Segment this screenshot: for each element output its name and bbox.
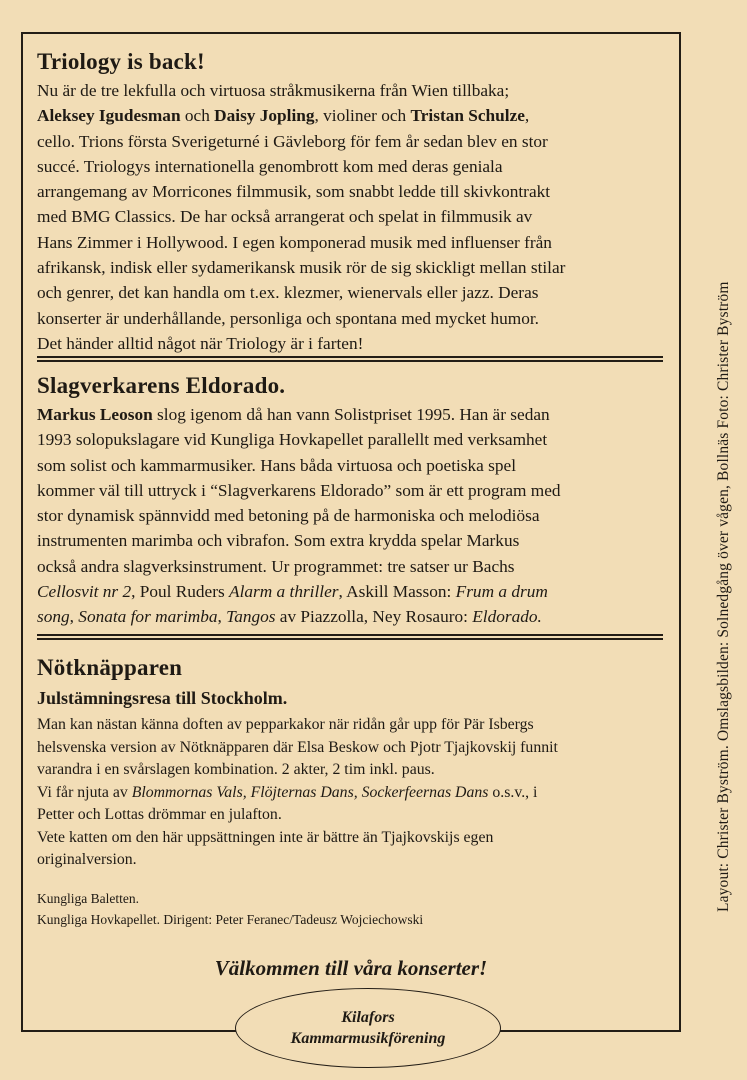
text-line: Vi får njuta av Blommornas Vals, Flöjternas Dans, Sockerfeernas Dans o.s.v., i — [37, 783, 538, 801]
section-body — [37, 402, 661, 630]
section-slagverk — [37, 372, 661, 630]
organizer-line: Kilafors — [341, 1009, 395, 1026]
text-line: Det händer alltid något när Triology är i farten! — [37, 333, 364, 353]
text-line: kommer väl till uttryck i “Slagverkarens Eldorado” som är ett program med — [37, 480, 561, 500]
page-frame — [21, 32, 681, 1047]
text-line: Aleksey Igudesman och Daisy Jopling, violiner och Tristan Schulze, — [37, 106, 530, 126]
text-line: instrumenten marimba och vibrafon. Som extra krydda spelar Markus — [37, 531, 520, 551]
text-line: Vete katten om den här uppsättningen inte är bättre än Tjajkovskijs egen — [37, 828, 494, 846]
text-line: som solist och kammarmusiker. Hans båda virtuosa och poetiska spel — [37, 455, 516, 475]
text-line: Nu är de tre lekfulla och virtuosa stråkmusikerna från Wien tillbaka; — [37, 81, 510, 100]
section-notknapparen — [37, 654, 661, 930]
section-divider — [37, 634, 663, 640]
performer-credits — [37, 888, 661, 930]
section-subheading: Julstämningsresa till Stockholm. — [37, 688, 288, 708]
text-line: Man kan nästan känna doften av pepparkakor när ridån går upp för Pär Isbergs — [37, 716, 534, 733]
text-line: succé. Triologys internationella genombrott kom med deras geniala — [37, 156, 503, 176]
text-line: originalversion. — [37, 851, 137, 868]
section-heading: Triology is back! — [37, 49, 205, 74]
text-line: 1993 solopukslagare vid Kungliga Hovkapellet parallellt med verksamhet — [37, 430, 548, 450]
text-line: cello. Trions första Sverigeturné i Gävleborg för fem år sedan blev en stor — [37, 131, 548, 151]
text-line: varandra i en svårslagen kombination. 2 akter, 2 tim inkl. paus. — [37, 761, 435, 778]
organizer-line: Kammarmusikförening — [290, 1030, 446, 1047]
text-line: afrikansk, indisk eller sydamerikansk musik rör de sig skickligt mellan stilar — [37, 258, 566, 278]
text-line: Kungliga Baletten. — [37, 890, 139, 906]
section-heading: Nötknäpparen — [37, 655, 183, 680]
text-line: Petter och Lottas drömmar en julafton. — [37, 806, 282, 823]
section-body — [37, 714, 661, 872]
text-line: Kungliga Hovkapellet. Dirigent: Peter Feranec/Tadeusz Wojciechowski — [37, 911, 424, 927]
text-line: också andra slagverksinstrument. Ur programmet: tre satser ur Bachs — [37, 556, 515, 576]
organizer-logo — [235, 988, 501, 1068]
text-line: Markus Leoson slog igenom då han vann Solistpriset 1995. Han är sedan — [37, 405, 550, 424]
section-body — [37, 78, 661, 356]
section-triology — [37, 48, 661, 356]
text-line: konserter är underhållande, personliga och spontana med mycket humor. — [37, 308, 539, 328]
text-line: Hans Zimmer i Hollywood. I egen komponerad musik med influenser från — [37, 232, 552, 252]
text-line: med BMG Classics. De har också arrangerat och spelat in filmmusik av — [37, 207, 533, 227]
text-line: och genrer, det kan handla om t.ex. klezmer, wienervals eller jazz. Deras — [37, 283, 539, 303]
text-line: stor dynamisk spännvidd med betoning på de harmoniska och melodiösa — [37, 506, 540, 526]
text-line: arrangemang av Morricones filmmusik, som snabbt ledde till skivkontrakt — [37, 182, 551, 202]
section-heading: Slagverkarens Eldorado. — [37, 373, 286, 398]
text-line: song, Sonata for marimba, Tangos av Piazzolla, Ney Rosauro: Eldorado. — [37, 607, 542, 627]
text-line: Cellosvit nr 2, Poul Ruders Alarm a thriller, Askill Masson: Frum a drum — [37, 582, 548, 602]
text-line: helsvenska version av Nötknäpparen där Elsa Beskow och Pjotr Tjajkovskij funnit — [37, 738, 558, 756]
side-credit: Layout: Christer Byström. Omslagsbilden: Solnedgång över vågen, Bollnäs Foto: Christer Byström — [715, 281, 732, 912]
section-divider — [37, 356, 663, 362]
welcome-text: Välkommen till våra konserter! — [214, 956, 488, 980]
